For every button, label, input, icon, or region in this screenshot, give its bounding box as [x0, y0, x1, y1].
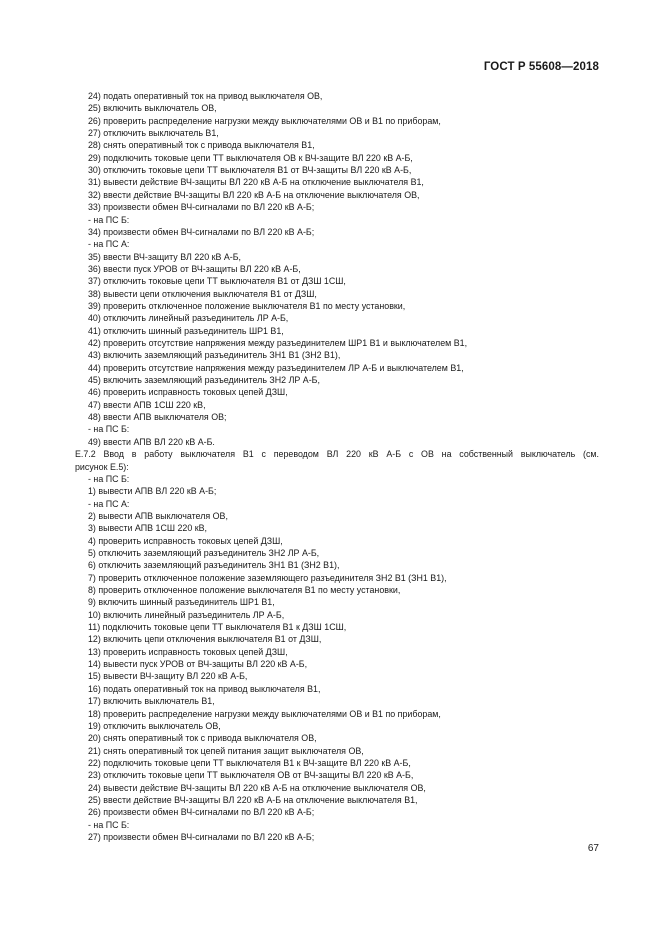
- list-item: 8) проверить отключенное положение выключателя В1 по месту установки,: [88, 585, 401, 595]
- list-item: 43) включить заземляющий разъединитель ЗН1 В1 (ЗН2 В1),: [88, 350, 341, 361]
- list-item: 30) отключить токовые цепи ТТ выключателя В1 от ВЧ-защиты ВЛ 220 кВ А-Б,: [88, 165, 412, 176]
- list-item: 22) подключить токовые цепи ТТ выключателя В1 к ВЧ-защите ВЛ 220 кВ А-Б,: [88, 757, 411, 768]
- list-item: 48) ввести АПВ выключателя ОВ;: [88, 412, 227, 423]
- list-item: 45) включить заземляющий разъединитель ЗН2 ЛР А-Б,: [88, 375, 320, 386]
- list-item: 35) ввести ВЧ-защиту ВЛ 220 кВ А-Б,: [88, 251, 242, 262]
- list-item: 20) снять оперативный ток с привода выключателя ОВ,: [88, 733, 317, 744]
- list-item: 26) произвести обмен ВЧ-сигналами по ВЛ 220 кВ А-Б;: [88, 807, 315, 818]
- list-item: - на ПС Б:: [88, 424, 130, 435]
- list-item: 9) включить шинный разъединитель ШР1 В1,: [88, 597, 275, 608]
- list-item: 23) отключить токовые цепи ТТ выключателя ОВ от ВЧ-защиты ВЛ 220 кВ А-Б,: [88, 770, 414, 781]
- list-item: 26) проверить распределение нагрузки между выключателями ОВ и В1 по приборам,: [88, 115, 441, 126]
- list-item: 12) включить цепи отключения выключателя В1 от ДЗШ,: [88, 634, 322, 645]
- list-item: - на ПС Б:: [88, 473, 130, 484]
- list-item: 18) проверить распределение нагрузки между выключателями ОВ и В1 по приборам,: [88, 708, 441, 719]
- list-item: 29) подключить токовые цепи ТТ выключателя ОВ к ВЧ-защите ВЛ 220 кВ А-Б,: [88, 152, 413, 163]
- list-item: 24) вывести действие ВЧ-защиты ВЛ 220 кВ А-Б на отключение выключателя ОВ,: [88, 782, 426, 793]
- list-item: 33) произвести обмен ВЧ-сигналами по ВЛ 220 кВ А-Б;: [88, 202, 315, 213]
- list-item: 32) ввести действие ВЧ-защиты ВЛ 220 кВ А-Б на отключение выключателя ОВ,: [88, 189, 420, 200]
- list-item: 38) вывести цепи отключения выключателя В1 от ДЗШ,: [88, 288, 317, 299]
- list-item: 13) проверить исправность токовых цепей ДЗШ,: [88, 646, 288, 657]
- list-item: 27) отключить выключатель В1,: [88, 128, 219, 139]
- list-item: 7) проверить отключенное положение заземляющего разъединителя ЗН2 В1 (ЗН1 В1),: [88, 572, 447, 583]
- list-item: 16) подать оперативный ток на привод выключателя В1,: [88, 683, 321, 694]
- list-item: 31) вывести действие ВЧ-защиты ВЛ 220 кВ А-Б на отключение выключателя В1,: [88, 177, 424, 188]
- list-item: 19) отключить выключатель ОВ,: [88, 720, 221, 731]
- list-item: 4) проверить исправность токовых цепей ДЗШ,: [88, 535, 283, 546]
- list-item: 47) ввести АПВ 1СШ 220 кВ,: [88, 399, 206, 410]
- list-item: 25) включить выключатель ОВ,: [88, 103, 217, 114]
- list-item: 36) ввести пуск УРОВ от ВЧ-защиты ВЛ 220 кВ А-Б,: [88, 263, 301, 274]
- section-heading: Е.7.2 Ввод в работу выключателя В1 с переводом ВЛ 220 кВ А-Б с ОВ на собственный выключатель (см.: [75, 449, 599, 460]
- list-item: - на ПС А:: [88, 498, 130, 509]
- list-item: 15) вывести ВЧ-защиту ВЛ 220 кВ А-Б,: [88, 671, 248, 682]
- list-item: 42) проверить отсутствие напряжения между разъединителем ШР1 В1 и выключателем В1,: [88, 338, 468, 348]
- list-item: 49) ввести АПВ ВЛ 220 кВ А-Б.: [88, 436, 215, 447]
- list-item: 24) подать оперативный ток на привод выключателя ОВ,: [88, 91, 323, 101]
- list-item: 17) включить выключатель В1,: [88, 696, 215, 707]
- list-item: 5) отключить заземляющий разъединитель ЗН2 ЛР А-Б,: [88, 547, 320, 558]
- list-item: 25) ввести действие ВЧ-защиты ВЛ 220 кВ А-Б на отключение выключателя В1,: [88, 794, 418, 805]
- list-item: 14) вывести пуск УРОВ от ВЧ-защиты ВЛ 220 кВ А-Б,: [88, 659, 308, 670]
- list-item: 41) отключить шинный разъединитель ШР1 В1,: [88, 325, 284, 336]
- list-item: 27) произвести обмен ВЧ-сигналами по ВЛ 220 кВ А-Б;: [88, 832, 315, 842]
- list-item: 2) вывести АПВ выключателя ОВ,: [88, 510, 228, 521]
- list-item: 37) отключить токовые цепи ТТ выключателя В1 от ДЗШ 1СШ,: [88, 276, 346, 287]
- list-item: 39) проверить отключенное положение выключателя В1 по месту установки,: [88, 300, 406, 311]
- list-item: 40) отключить линейный разъединитель ЛР А-Б,: [88, 313, 289, 324]
- list-item: 34) произвести обмен ВЧ-сигналами по ВЛ 220 кВ А-Б;: [88, 226, 315, 237]
- list-item: - на ПС Б:: [88, 819, 130, 830]
- list-item: 28) снять оперативный ток с привода выключателя В1,: [88, 140, 315, 151]
- list-item: - на ПС Б:: [88, 214, 130, 225]
- list-item: 3) вывести АПВ 1СШ 220 кВ,: [88, 523, 207, 534]
- list-item: 46) проверить исправность токовых цепей ДЗШ,: [88, 387, 288, 398]
- list-item: 6) отключить заземляющий разъединитель ЗН1 В1 (ЗН2 В1),: [88, 560, 340, 571]
- list-item: - на ПС А:: [88, 239, 130, 250]
- list-item: 11) подключить токовые цепи ТТ выключателя В1 к ДЗШ 1СШ,: [88, 622, 347, 633]
- document-id-header: ГОСТ Р 55608—2018: [483, 61, 599, 73]
- list-item: 1) вывести АПВ ВЛ 220 кВ А-Б;: [88, 486, 217, 497]
- page-number: 67: [587, 843, 599, 854]
- section-heading-continuation: рисунок Е.5):: [75, 461, 129, 472]
- list-item: 44) проверить отсутствие напряжения между разъединителем ЛР А-Б и выключателем В1,: [88, 362, 464, 373]
- list-item: 21) снять оперативный ток цепей питания защит выключателя ОВ,: [88, 745, 364, 756]
- list-item: 10) включить линейный разъединитель ЛР А-Б,: [88, 609, 285, 620]
